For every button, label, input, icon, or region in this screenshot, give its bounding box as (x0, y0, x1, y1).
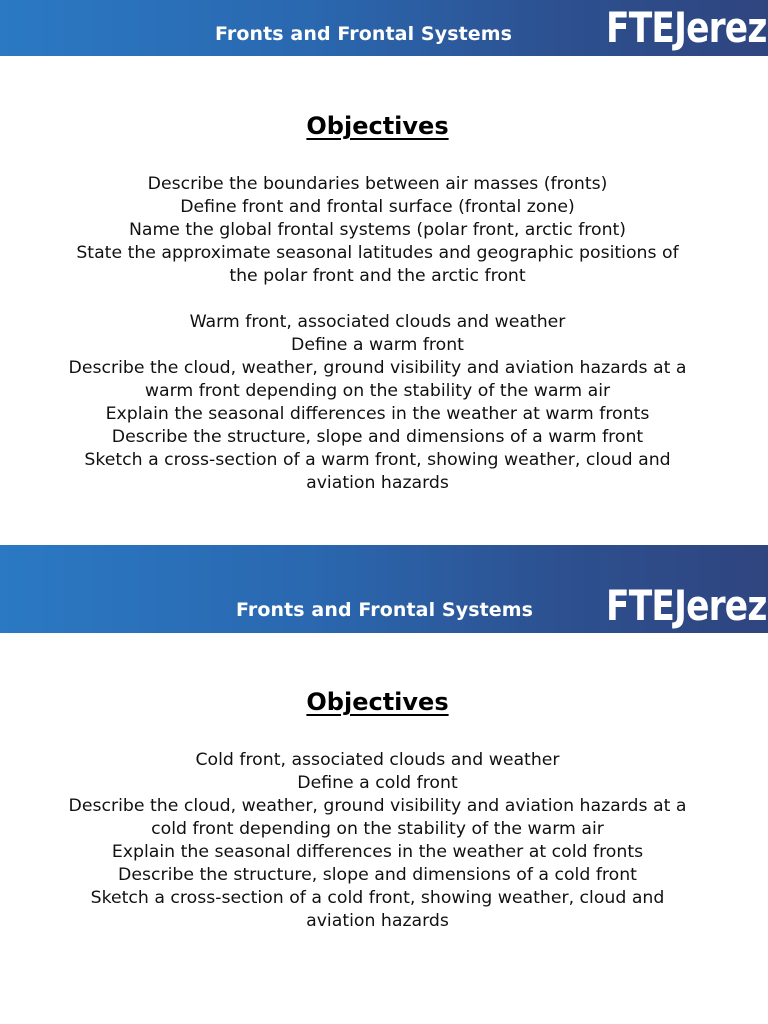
objective-item: Explain the seasonal differences in the weather at warm fronts (105, 404, 650, 424)
objective-item: Cold front, associated clouds and weather (195, 750, 560, 770)
objective-item: aviation hazards (306, 473, 449, 493)
slide-1-banner (0, 0, 768, 56)
slide-2-banner (0, 545, 768, 633)
objective-item: Define front and frontal surface (frontal zone) (180, 197, 575, 217)
objective-item: the polar front and the arctic front (229, 266, 526, 286)
slide-1-heading: Objectives (306, 112, 449, 140)
objective-item: Define a cold front (297, 773, 458, 793)
slide-1-banner-title: Fronts and Frontal Systems (215, 23, 513, 45)
objective-spacer (0, 288, 755, 311)
objective-item: Describe the structure, slope and dimensions of a cold front (118, 865, 637, 885)
slide-2-banner-title: Fronts and Frontal Systems (236, 599, 534, 621)
objective-item: Describe the structure, slope and dimensions of a warm front (111, 427, 644, 447)
objective-item: Describe the cloud, weather, ground visibility and aviation hazards at a (68, 796, 687, 816)
slide-2-heading: Objectives (306, 688, 449, 716)
objective-item: Explain the seasonal differences in the weather at cold fronts (111, 842, 644, 862)
slide-2 (0, 545, 768, 1024)
objective-item: Name the global frontal systems (polar front, arctic front) (128, 220, 627, 240)
slide-2-logo: FTEJerez (606, 581, 767, 630)
objective-item: Warm front, associated clouds and weather (189, 312, 566, 332)
objective-item: Describe the boundaries between air masses (fronts) (147, 174, 608, 194)
objective-item: Describe the cloud, weather, ground visibility and aviation hazards at a (68, 358, 687, 378)
objective-item: Sketch a cross-section of a cold front, showing weather, cloud and (90, 888, 665, 908)
objective-item: Sketch a cross-section of a warm front, showing weather, cloud and (84, 450, 671, 470)
objective-item: aviation hazards (306, 911, 449, 931)
objective-item: cold front depending on the stability of the warm air (151, 819, 604, 839)
slide-2-objectives-list (0, 749, 755, 933)
objective-item: Define a warm front (291, 335, 464, 355)
objective-item: State the approximate seasonal latitudes and geographic positions of (76, 243, 679, 263)
slide-1-objectives-list (0, 173, 755, 495)
slide-1-logo: FTEJerez (606, 3, 767, 52)
objective-item: warm front depending on the stability of the warm air (144, 381, 611, 401)
